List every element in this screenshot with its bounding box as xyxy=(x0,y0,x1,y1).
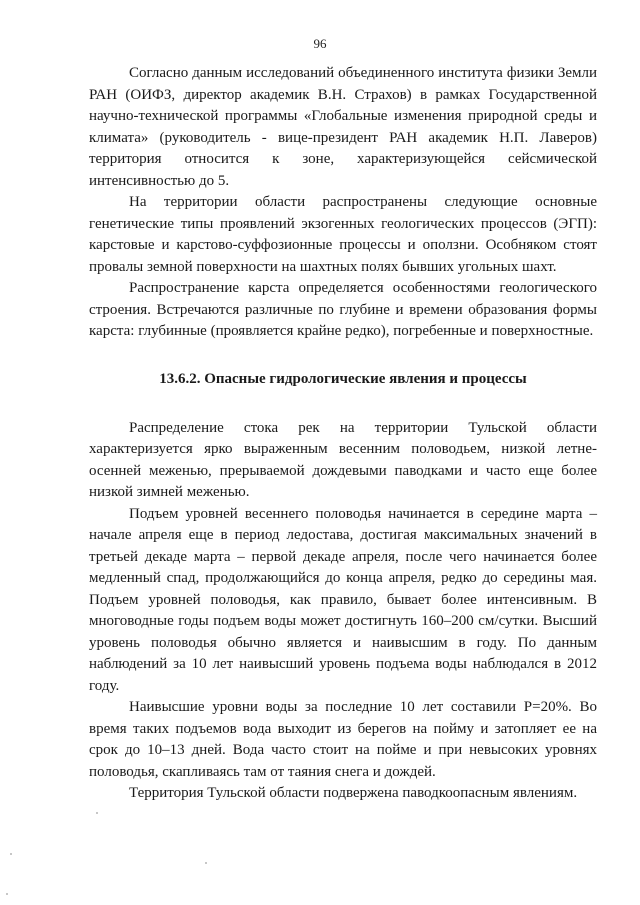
paragraph-karst: Распространение карста определяется особенностями геологического строения. Встречаются различные по глубине и времени образования формы карста: глубинные (проявляется крайне редко), погребенные и поверхностные. xyxy=(89,280,597,339)
page-number: 96 xyxy=(313,36,327,51)
scan-artifact xyxy=(96,812,98,814)
paragraph-spring-flood: Подъем уровней весеннего половодья начинается в середине марта – начале апреля еще в период ледостава, достигая максимальных значений в третьей декаде марта – первой декаде апреля, после чего начинается более медленный спад, продолжающийся до конца апреля, редко до середины мая. Подъем уровней половодья, как правило, бывает более интенсивным. В многоводные годы подъем воды может достигнуть 160–200 см/сутки. Высший уровень половодья обычно является и наивысшим в году. По данным наблюдений за 10 лет наивысший уровень подъема воды наблюдался в 2012 году. xyxy=(89,505,597,694)
scan-artifact xyxy=(10,853,12,855)
section-heading: 13.6.2. Опасные гидрологические явления и процессы xyxy=(159,370,527,387)
scan-artifact xyxy=(205,862,207,864)
page-body xyxy=(89,63,597,805)
paragraph-exogenous-processes: На территории области распространены следующие основные генетические типы проявлений экзогенных геологических процессов (ЭГП): карстовые и карстово-суффозионные процессы и оползни. Особняком стоят провалы земной поверхности на шахтных полях бывших угольных шахт. xyxy=(89,194,597,275)
paragraph-flood-hazard: Территория Тульской области подвержена паводкоопасным явлениям. xyxy=(129,785,578,801)
paragraph-highest-levels: Наивысшие уровни воды за последние 10 лет составили Р=20%. Во время таких подъемов вода выходит из берегов на пойму и затопляет ее на срок до 10–13 дней. Вода часто стоит на пойме и при невысоких уровнях половодья, скапливаясь там от таяния снега и дождей. xyxy=(89,699,597,780)
scan-artifact xyxy=(6,893,8,895)
paragraph-river-flow: Распределение стока рек на территории Тульской области характеризуется ярко выраженным весенним половодьем, низкой летне-осенней меженью, прерываемой дождевыми паводками и часто еще более низкой зимней меженью. xyxy=(89,419,597,500)
paragraph-seismic: Согласно данным исследований объединенного института физики Земли РАН (ОИФЗ, директор академик В.Н. Страхов) в рамках Государственной научно-технической программы «Глобальные изменения природной среды и климата» (руководитель - вице-президент РАН академик Н.П. Лаверов) территория относится к зоне, характеризующейся сейсмической интенсивностью до 5. xyxy=(89,65,597,189)
